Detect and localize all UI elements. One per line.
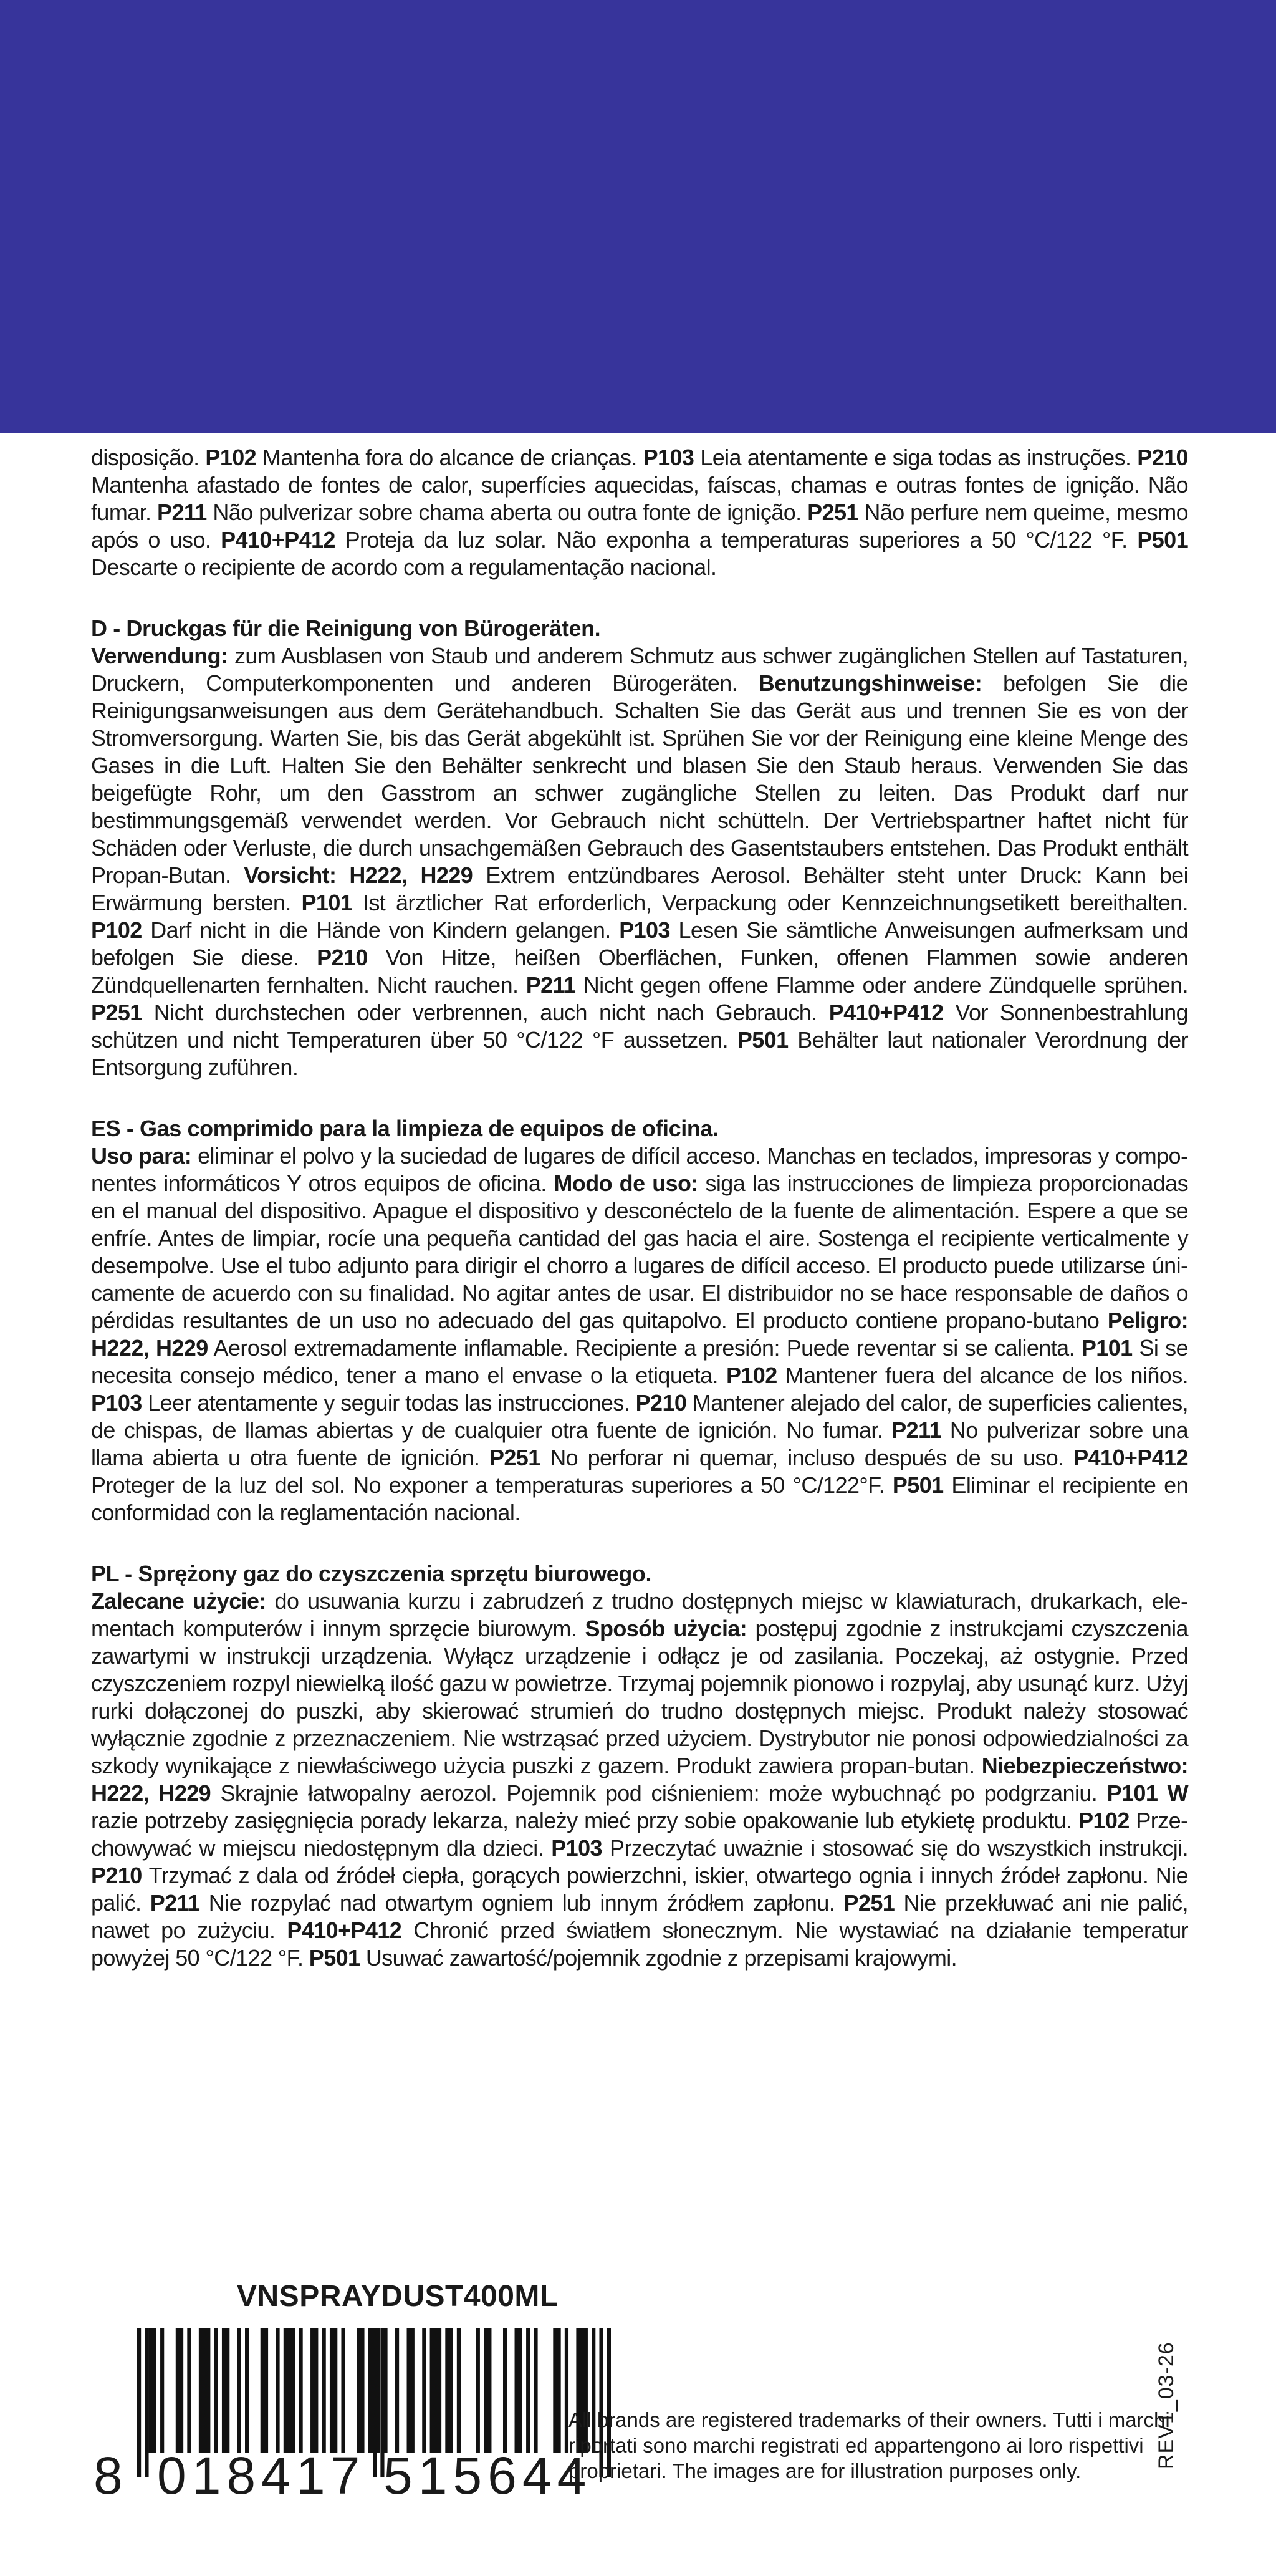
hazard-code-label: P101 W (1106, 1780, 1188, 1806)
hazard-code-label: P103 (91, 1390, 142, 1416)
barcode-bar (199, 2328, 211, 2453)
barcode-bar (534, 2328, 537, 2453)
body-text-run: siga las instrucciones de limpieza proporcionadas en el manual del dispositivo. Apague el dispositivo y desconéctelo de la fuente de alimentación. Espere a que se enfríe. Antes de limpiar, rocíe una pequeña cantidad del gas hacia el aire. Sostenga el recipiente verticalmente y desempolve. Use el tubo adjunto para dirigir el chorro a lugares de difícil acceso. El producto puede utilizarse únicamente de acuerdo con su finalidad. No agitar antes de usar. El distribuidor no se hace responsable de daños o pérdidas resultantes de un uso no adecuado del gas quitapolvo. El producto contiene propano-butano (91, 1170, 1189, 1333)
hazard-code-label: Benutzungshinweise: (758, 670, 982, 696)
hazard-code-label: P102 (91, 917, 142, 943)
body-text-run: Chronić przed światłem słonecznym. Nie wystawiać na działanie temperatur powyżej 50 °C/122 °F. (91, 1918, 1189, 1971)
barcode-bar (187, 2328, 191, 2453)
body-text-run: Não pulverizar sobre chama aberta ou outra fonte de ignição. (206, 499, 808, 525)
body-text-run: zum Ausblasen von Staub und anderem Schmutz aus schwer zugänglichen Stellen auf Tastaturen, Druckern, Computerkomponenten und anderen Bürogeräten. (91, 643, 1188, 696)
barcode-bar (160, 2328, 164, 2453)
barcode-bar (261, 2328, 268, 2453)
body-text-run: Mantenha fora do alcance de crianças. (256, 445, 643, 470)
hazard-code-label: P251 (91, 1000, 142, 1025)
body-text-run: Eliminar el recipiente en conformidad con la reglamentación nacional. (91, 1472, 1188, 1525)
section-body (91, 642, 1188, 1081)
barcode-bar (515, 2328, 522, 2453)
barcode-bar (395, 2328, 399, 2453)
body-text-run: Não perfure nem queime, mesmo após o uso. (91, 499, 1188, 552)
hazard-code-label: P101 (1081, 1335, 1133, 1361)
hazard-code-label: Modo de uso: (554, 1170, 698, 1196)
hazard-code-label: P103 (551, 1835, 602, 1861)
barcode-bar (149, 2328, 156, 2453)
body-text-run: Descarte o recipiente de acordo com a regulamentação nacional. (91, 554, 717, 580)
hazard-code-label: P102 (1078, 1808, 1130, 1833)
barcode-bar (284, 2328, 295, 2453)
section-title: ES - Gas comprimido para la limpieza de equipos de oficina. (91, 1116, 719, 1141)
hazard-code-label: Verwendung: (91, 643, 228, 668)
body-text-run: Nie rozpylać nad otwartym ogniem lub innym źródłem zapłonu. (199, 1890, 844, 1916)
body-text-run: Extrem entzündbares Aerosol. Behälter steht unter Druck: Kann bei Erwärmung bersten. (91, 862, 1188, 915)
body-text-run: Ist ärztlicher Rat erforderlich, Verpackung oder Kennzeichnungsetikett bereithalten. (352, 890, 1188, 915)
hazard-code-label: P251 (843, 1890, 895, 1916)
language-section (91, 1115, 1188, 1527)
body-text-run: Leia atentamente e siga todas as instruções. (694, 445, 1138, 470)
body-text-run: Von Hitze, heißen Oberflächen, Funken, offenen Flammen sowie anderen Zündquellenarten fernhalten. Nicht rauchen. (91, 945, 1188, 998)
section-body (91, 1142, 1188, 1527)
body-text-run: Skrajnie łatwopalny aerozol. Pojemnik pod ciśnieniem: może wybuchnąć po podgrzaniu. (211, 1780, 1107, 1806)
hazard-code-label: Vorsicht: H222, H229 (244, 862, 473, 888)
hazard-code-label: P501 (737, 1027, 789, 1053)
barcode-bar (357, 2328, 364, 2453)
hazard-code-label: P103 (643, 445, 694, 470)
body-text-run: eliminar el polvo y la suciedad de lugares de difícil acceso. Manchas en teclados, impresoras y componentes informáticos Y otros equipos de oficina. (91, 1143, 1188, 1196)
barcode-digits-left: 018417 (157, 2446, 366, 2505)
revision-text: REV1_03-26 (1154, 2342, 1178, 2469)
hazard-code-label: P211 (150, 1890, 200, 1916)
barcode-bar (214, 2328, 218, 2453)
section-title: PL - Sprężony gaz do czyszczenia sprzętu biurowego. (91, 1561, 652, 1586)
hazard-code-label: Zalecane użycie: (91, 1588, 266, 1614)
barcode-digit-first: 8 (94, 2446, 123, 2505)
body-text-run: Mantener fuera del alcance de los niños. (777, 1363, 1188, 1388)
hazard-code-label: P501 (1137, 527, 1189, 552)
barcode-bar (445, 2328, 453, 2453)
body-text-run: Proteger de la luz del sol. No exponer a temperaturas superiores a 50 °C/122°F. (91, 1472, 893, 1498)
top-color-band (0, 0, 1276, 433)
barcode-bar (422, 2328, 426, 2453)
barcode-bar (310, 2328, 318, 2453)
hazard-code-label: P251 (807, 499, 858, 525)
barcode-bar (322, 2328, 326, 2453)
hazard-code-label: P210 (635, 1390, 687, 1416)
body-text-run: Przechowywać w miejscu niedostępnym dla dzieci. (91, 1808, 1189, 1861)
hazard-code-label: P410+P412 (828, 1000, 944, 1025)
hazard-code-label: P211 (891, 1417, 941, 1443)
hazard-code-label: P210 (317, 945, 368, 970)
body-text-run: No perforar ni quemar, incluso después de su uso. (540, 1445, 1074, 1470)
hazard-code-label: Niebezpieczeństwo: H222, H229 (91, 1753, 1188, 1806)
body-text-run: Lesen Sie sämtliche Anweisungen aufmerksam und befolgen Sie diese. (91, 917, 1188, 970)
body-text-run: disposição. (91, 445, 206, 470)
body-text-run: Proteja da luz solar. Não exponha a temperaturas superiores a 50 °C/122 °F. (335, 527, 1138, 552)
body-text-run: postępuj zgodnie z instrukcjami czyszczenia zawartymi w instrukcji urządzenia. Wyłącz urządzenie i odłącz je od zasilania. Poczekaj, aż ostygnie. Przed czyszczeniem rozpyl niewielką ilość gazu w powietrze. Trzymaj pojemnik pionowo i rozpylaj, aby usunąć kurz. Użyj rurki dołączonej do puszki, aby skierować strumień do trudno dostępnych miejsc. Produkt należy stosować wyłącznie zgodnie z przeznaczeniem. Nie wstrząsać przed użyciem. Dystrybutor nie ponosi odpowiedzialności za szkody wynikające z niewłaściwego użycia puszki z gazem. Produkt zawiera propan-butan. (91, 1616, 1188, 1778)
sku-code: VNSPRAYDUST400ML (237, 2280, 559, 2313)
barcode-bar (476, 2328, 480, 2453)
hazard-code-label: P410+P412 (1073, 1445, 1188, 1470)
section-body (91, 1588, 1188, 1972)
body-text-run: Nicht durchstechen oder verbrennen, auch nicht nach Gebrauch. (142, 1000, 829, 1025)
barcode-bar (245, 2328, 249, 2453)
body-text-run: Nicht gegen offene Flamme oder andere Zündquelle sprühen. (575, 972, 1188, 998)
barcode-bar (299, 2328, 303, 2453)
body-text-run: Si se necesita consejo médico, tener a mano el envase o la etiqueta. (91, 1335, 1188, 1388)
body-text-run: Usuwać zawartość/pojemnik zgodnie z przepisami krajowymi. (360, 1945, 957, 1971)
barcode-digits-right: 515644 (383, 2446, 592, 2505)
body-text-run: Vor Sonnenbestrahlung schützen und nicht Temperaturen über 50 °C/122 °F aussetzen. (91, 1000, 1188, 1053)
barcode-bar (457, 2328, 461, 2453)
hazard-code-label: P103 (619, 917, 670, 943)
body-text-run: Przeczytać uważnie i stosować się do wszystkich instrukcji. (602, 1835, 1188, 1861)
body-text-run: Nie przekłuwać ani nie palić, nawet po zużyciu. (91, 1890, 1188, 1943)
hazard-code-label: P102 (205, 445, 257, 470)
hazard-code-label: P211 (525, 972, 576, 998)
barcode-block (94, 2279, 592, 2541)
barcode-bar (484, 2328, 491, 2453)
language-sections (91, 615, 1188, 1972)
body-text-run: do usuwania kurzu i zabrudzeń z trudno dostępnych miejsc w klawiaturach, drukarkach, elementach komputerów i innym sprzęcie biurowym. (91, 1588, 1188, 1641)
hazard-code-label: P410+P412 (287, 1918, 402, 1943)
barcode-bar (553, 2328, 560, 2453)
body-text-run: Mantenha afastado de fontes de calor, superfícies aquecidas, faíscas, chamas e outras fontes de ignição. Não fumar. (91, 472, 1188, 525)
barcode-bar (503, 2328, 507, 2453)
barcode-bar (237, 2328, 241, 2453)
pt-continuation-paragraph (91, 444, 1188, 581)
barcode-bar (341, 2328, 345, 2453)
section-title: D - Druckgas für die Reinigung von Bürogeräten. (91, 615, 601, 641)
body-text-run: Aerosol extremadamente inflamable. Recipiente a presión: Puede reventar si se calienta. (208, 1335, 1082, 1361)
hazard-code-label: P501 (309, 1945, 360, 1971)
language-section (91, 615, 1188, 1081)
body-text-run: Trzymać z dala od źródeł ciepła, gorących powierzchni, iskier, otwartego ognia i innych źródeł zapłonu. Nie palić. (91, 1863, 1188, 1916)
barcode-bar (222, 2328, 229, 2453)
barcode-bar (176, 2328, 183, 2453)
hazard-code-label: P410+P412 (221, 527, 335, 552)
language-section (91, 1560, 1188, 1972)
hazard-code-label: P211 (157, 499, 207, 525)
barcode-bar (526, 2328, 530, 2453)
body-text-run: Leer atentamente y seguir todas las instrucciones. (142, 1390, 636, 1416)
label-text-content (91, 444, 1188, 1972)
hazard-code-label: P210 (91, 1863, 142, 1888)
barcode-number (94, 2448, 611, 2504)
barcode-bar (276, 2328, 279, 2453)
hazard-code-label: P251 (489, 1445, 540, 1470)
hazard-code-label: Peligro: H222, H229 (91, 1308, 1188, 1361)
hazard-code-label: P210 (1137, 445, 1188, 470)
body-text-run: befolgen Sie die Reinigungsanweisungen aus dem Gerätehandbuch. Schalten Sie das Gerät aus und trennen Sie es von der Stromversorgung. Warten Sie, bis das Gerät abgekühlt ist. Sprühen Sie vor der Reinigung eine kleine Menge des Gases in die Luft. Halten Sie den Behälter senkrecht und blasen Sie den Staub heraus. Verwenden Sie das beigefügte Rohr, um den Gasstrom an schwer zugängliche Stellen zu leiten. Das Produkt darf nur bestimmungsgemäß verwendet werden. Vor Gebrauch nicht schütteln. Der Vertriebspartner haftet nicht für Schäden oder Verluste, die durch unsachgemäßen Gebrauch des Gasentstaubers entstehen. Das Produkt enthält Propan-Butan. (91, 670, 1188, 888)
body-text-run: Darf nicht in die Hände von Kindern gelangen. (142, 917, 620, 943)
hazard-code-label: P102 (726, 1363, 777, 1388)
barcode-bar (430, 2328, 442, 2453)
barcode-bar (330, 2328, 337, 2453)
hazard-code-label: Sposób użycia: (585, 1616, 747, 1641)
hazard-code-label: Uso para: (91, 1143, 192, 1169)
body-text-run: razie potrzeby zasięgnięcia porady lekarza, należy mieć przy sobie opakowanie lub etykietę produktu. (91, 1808, 1079, 1833)
body-text-run: No pulverizar sobre una llama abierta u otra fuente de ignición. (91, 1417, 1188, 1470)
hazard-code-label: P101 (301, 890, 353, 915)
hazard-code-label: P501 (892, 1472, 944, 1498)
trademark-disclaimer: All brands are registered trademarks of their owners. Tutti i marchi riportati sono marchi registrati ed appartengono ai loro rispettivi proprietari. The images are for illustration purposes only. (568, 2408, 1170, 2482)
body-text-run: Mantener alejado del calor, de superficies calientes, de chispas, de llamas abiertas y de cualquier otra fuente de ignición. No fumar. (91, 1390, 1189, 1443)
body-text-run: Behälter laut nationaler Verordnung der Entsorgung zuführen. (91, 1027, 1188, 1080)
barcode-bar (407, 2328, 415, 2453)
